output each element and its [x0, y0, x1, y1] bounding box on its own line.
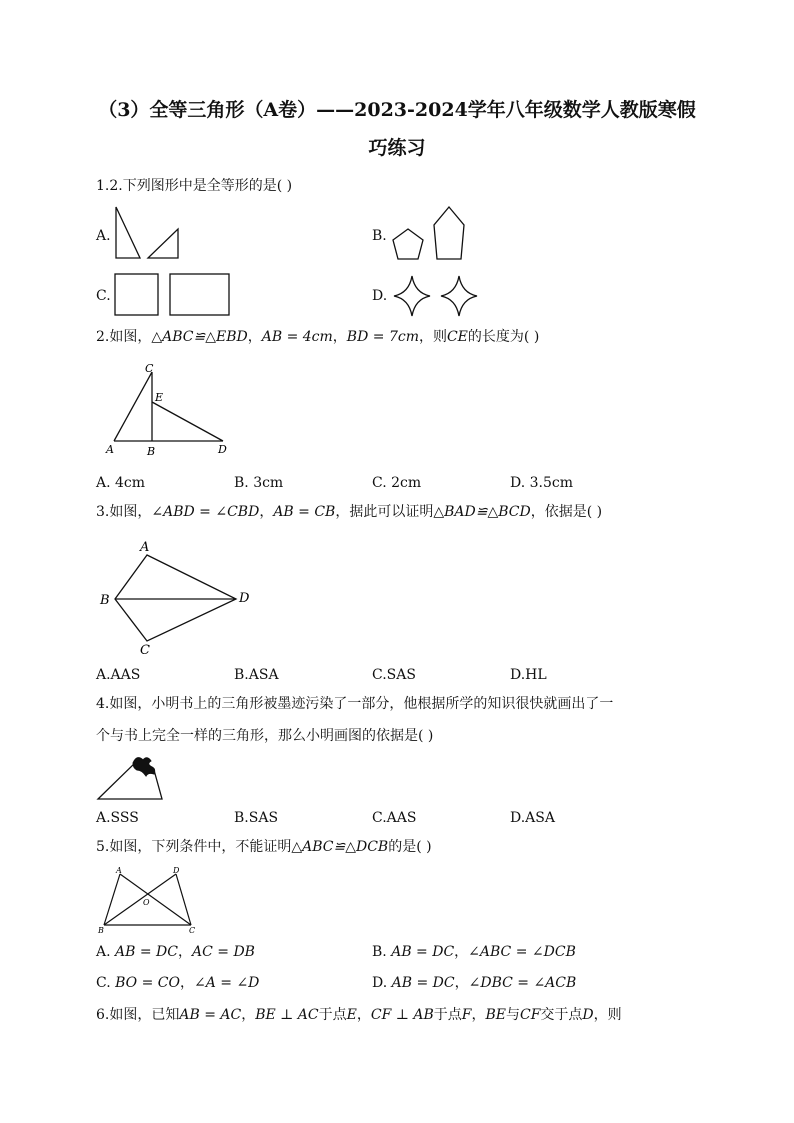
q6-math-f: F: [461, 1007, 472, 1023]
q5-option-c: [96, 973, 259, 993]
q5-option-d-condition-1: AB = DC: [391, 975, 455, 991]
q3-conclusion: △BAD≌△BCD: [433, 504, 531, 520]
q6-text-4: ，: [356, 1007, 371, 1023]
q6-text-2: ，: [241, 1007, 256, 1023]
q6-text-7: 与: [505, 1007, 520, 1023]
q6-math-ab-eq-ac: AB = AC: [179, 1007, 242, 1023]
q5-option-c-condition-1: BO = CO: [115, 975, 180, 991]
q3-condition-angles: ∠ABD = ∠CBD: [151, 504, 260, 520]
q3-separator-1: ，: [259, 504, 274, 520]
q5-option-a-condition-2: AC = DB: [191, 944, 255, 960]
q2-label-c: C: [145, 362, 154, 375]
q3-stem-mid: ，据此可以证明: [335, 504, 434, 520]
q1-option-d-label: D.: [372, 288, 388, 304]
q5-label-d: D: [173, 866, 180, 875]
q3-quadrilateral-abcd: [115, 555, 236, 641]
q3-stem-prefix: 3.如图，: [96, 504, 152, 520]
q5-segment-ac: [120, 874, 191, 925]
q1-option-b-label: B.: [372, 228, 387, 244]
q4-option-b: B.SAS: [234, 810, 279, 826]
q2-segment-ac: [114, 372, 152, 441]
q2-stem-mid: ，则: [418, 329, 447, 345]
q2-segment-ed: [152, 402, 223, 441]
q5-option-c-separator: ，: [179, 975, 194, 991]
q5-option-c-condition-2: ∠A = ∠D: [193, 975, 260, 991]
q6-math-cf: CF: [519, 1007, 541, 1023]
q5-figure: [96, 864, 200, 936]
q3-option-d: D.HL: [510, 667, 547, 683]
q1-option-a-small-triangle: [148, 229, 178, 258]
q3-label-b: B: [100, 593, 110, 608]
q5-segment-db: [104, 874, 176, 925]
q1-option-c-label: C.: [96, 288, 111, 304]
q5-option-b-condition-2: ∠ABC = ∠DCB: [468, 944, 576, 960]
q5-label-a: A: [116, 866, 122, 875]
q2-label-d: D: [218, 443, 227, 456]
q5-option-d-label: D.: [372, 975, 388, 991]
q2-label-b: B: [147, 445, 156, 458]
q3-option-c: C.SAS: [372, 667, 416, 683]
q5-stem-prefix: 5.如图，下列条件中，不能证明: [96, 839, 292, 855]
q1-option-a-tall-triangle: [116, 207, 140, 258]
q3-label-d: D: [239, 591, 250, 606]
q5-option-c-label: C.: [96, 975, 111, 991]
q6-text-6: ，: [471, 1007, 486, 1023]
q2-segment-ce: CE: [446, 329, 468, 345]
q2-condition-congruent: △ABC≌△EBD: [151, 329, 248, 345]
q2-option-a: A. 4cm: [96, 475, 146, 491]
q5-option-d: [372, 973, 576, 993]
q5-option-b-separator: ，: [454, 944, 469, 960]
q1-option-a-figure: [112, 205, 184, 261]
q2-condition-bd: BD = 7cm: [346, 329, 419, 345]
q2-label-e: E: [155, 391, 164, 404]
q1-option-c-figure: [112, 272, 234, 318]
q2-separator-2: ，: [332, 329, 347, 345]
q1-option-b-large-pentagon: [434, 207, 464, 259]
q3-condition-sides: AB = CB: [273, 504, 336, 520]
q1-option-c-rectangle: [170, 274, 229, 315]
q6-text-8: 交于点: [540, 1007, 583, 1023]
q5-segment-ab: [104, 874, 120, 925]
q3-option-a: A.AAS: [96, 667, 141, 683]
q6-text-5: 于点: [433, 1007, 462, 1023]
q5-option-d-condition-2: ∠DBC = ∠ACB: [468, 975, 577, 991]
page-title-line-1: （3）全等三角形（A卷）——2023-2024学年八年级数学人教版寒假: [98, 99, 696, 121]
q1-option-c-square: [115, 274, 158, 315]
q6-text-9: ，则: [593, 1007, 622, 1023]
q2-condition-ab: AB = 4cm: [261, 329, 333, 345]
q4-option-d: D.ASA: [510, 810, 555, 826]
q5-segment-dc: [176, 874, 191, 925]
q3-label-c: C: [140, 643, 150, 658]
question-3-stem: [96, 502, 602, 522]
q3-figure: [98, 536, 258, 656]
q5-option-b-condition-1: AB = DC: [391, 944, 455, 960]
q1-option-b-figure: [390, 203, 470, 263]
question-2-stem: [96, 327, 539, 347]
q2-label-a: A: [106, 443, 114, 456]
question-4-stem-line-1: 4.如图，小明书上的三角形被墨迹污染了一部分，他根据所学的知识很快就画出了一: [96, 696, 614, 712]
q5-label-o: O: [143, 898, 150, 907]
q5-option-a-separator: ，: [177, 944, 192, 960]
q4-ink-blot: [133, 758, 155, 776]
q4-option-a: A.SSS: [96, 810, 139, 826]
q2-option-b: B. 3cm: [234, 475, 284, 491]
q3-stem-suffix: ，依据是( ): [530, 504, 603, 520]
question-5-stem: [96, 837, 432, 857]
q2-figure: [100, 358, 240, 462]
q2-stem-suffix: 的长度为( ): [467, 329, 540, 345]
page-title-line-2: 巧练习: [368, 137, 426, 159]
q5-label-b: B: [98, 926, 104, 935]
question-6-stem: [96, 1005, 622, 1025]
q6-math-cf-perp-ab: CF ⊥ AB: [370, 1007, 434, 1023]
q4-figure: [96, 754, 170, 802]
q6-math-be-perp-ac: BE ⊥ AC: [255, 1007, 319, 1023]
q1-option-d-figure: [390, 274, 482, 318]
q1-option-d-star-right: [441, 276, 477, 316]
q5-option-a-condition-1: AB = DC: [115, 944, 178, 960]
q6-text-3: 于点: [318, 1007, 347, 1023]
q5-option-a-label: A.: [96, 944, 111, 960]
q4-option-c: C.AAS: [372, 810, 417, 826]
question-4-stem-line-2: 个与书上完全一样的三角形，那么小明画图的依据是( ): [96, 728, 434, 744]
q2-separator-1: ，: [247, 329, 262, 345]
q5-conclusion: △ABC≌△DCB: [291, 839, 389, 855]
q6-math-be: BE: [485, 1007, 506, 1023]
q3-label-a: A: [140, 540, 150, 555]
q5-option-b-label: B.: [372, 944, 387, 960]
q5-stem-suffix: 的是( ): [388, 839, 432, 855]
q5-option-d-separator: ，: [454, 975, 469, 991]
q1-option-a-label: A.: [96, 228, 111, 244]
q3-option-b: B.ASA: [234, 667, 279, 683]
q1-option-d-star-left: [394, 276, 430, 316]
q6-text-1: 6.如图，已知: [96, 1007, 180, 1023]
q6-math-d: D: [582, 1007, 594, 1023]
q6-math-e: E: [346, 1007, 357, 1023]
q1-option-b-small-pentagon: [393, 229, 423, 259]
q5-label-c: C: [189, 926, 196, 935]
q2-stem-prefix: 2.如图，: [96, 329, 152, 345]
question-1-stem: 1.2.下列图形中是全等形的是( ): [96, 178, 293, 194]
q2-option-c: C. 2cm: [372, 475, 422, 491]
q5-option-b: [372, 942, 576, 962]
q2-option-d: D. 3.5cm: [510, 475, 574, 491]
q5-option-a: [96, 942, 255, 962]
